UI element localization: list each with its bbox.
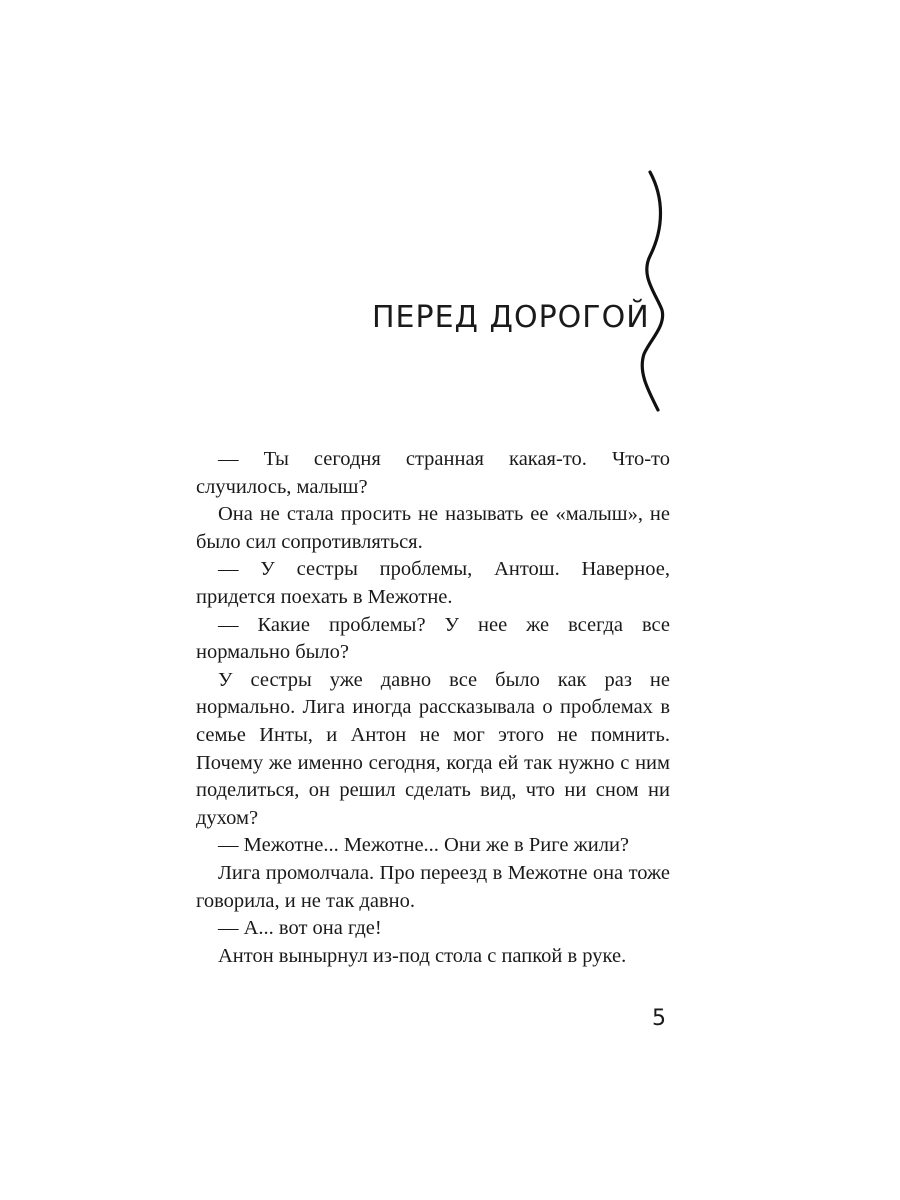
wave-line-ornament-icon xyxy=(630,168,676,414)
paragraph: — А... вот она где! xyxy=(218,917,382,940)
paragraph: — Какие проблемы? У нее же всегда все нормально было? xyxy=(196,613,670,664)
chapter-title: ПЕРЕД ДОРОГОЙ xyxy=(372,300,650,335)
body-text xyxy=(196,446,670,970)
paragraph: Она не стала просить не называть ее «малыш», не было сил сопротивляться. xyxy=(196,503,670,553)
paragraph: Лига промолчала. Про переезд в Межотне она тоже говорила, и не так давно. xyxy=(196,861,670,912)
page-number: 5 xyxy=(652,1006,666,1031)
paragraph: У сестры уже давно все было как раз не нормально. Лига иногда рассказывала о проблемах в семье Инты, и Антон не мог этого не помнить. Почему же именно сегодня, когда ей так нужно с ним поделиться, он решил сделать вид, что ни сном ни духом? xyxy=(196,668,670,829)
paragraph: — Ты сегодня странная какая-то. Что-то случилось, малыш? xyxy=(196,448,670,498)
paragraph: — Межотне... Межотне... Они же в Риге жили? xyxy=(218,834,630,857)
paragraph: — У сестры проблемы, Антош. Наверное, придется поехать в Межотне. xyxy=(196,558,670,608)
paragraph: Антон вынырнул из-под стола с папкой в руке. xyxy=(218,944,627,967)
